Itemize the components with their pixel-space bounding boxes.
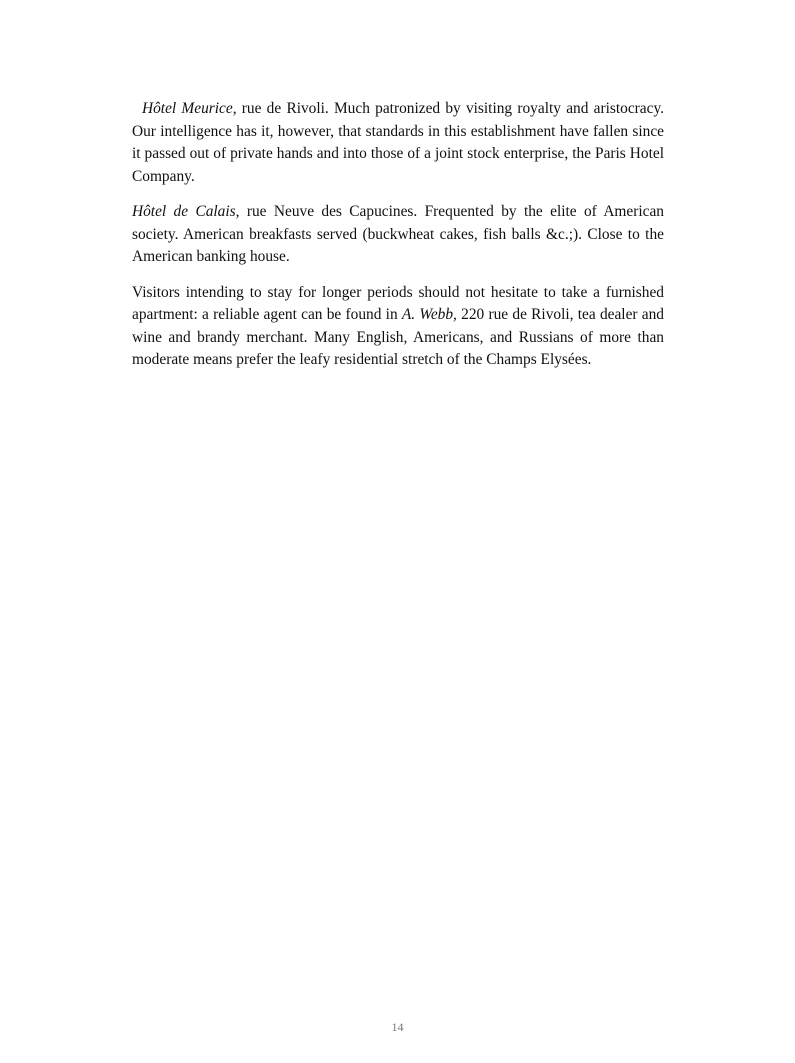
apartments-description: 220 rue de Rivoli, tea dealer and wine and brandy merchant. Many English, Americans, and Russians of more than moderate means prefer the leafy residential stretch of the Champs Elysées. [132,306,665,368]
apartments-intro: Visitors intending to stay for longer periods should not hesitate to take a furnished apartment: a reliable agent can be found in [132,283,664,323]
page-number: 14 [391,1020,404,1034]
hotel-de-calais-description: rue Neuve des Capucines. Frequented by the elite of American society. American breakfasts served (buckwheat cakes, fish balls &c.;). Close to the American banking house. [132,203,664,265]
paragraph-hotel-de-calais [132,201,664,269]
hotel-meurice-description: rue de Rivoli. Much patronized by visiting royalty and aristocracy. Our intelligence has it, however, that standards in this establishment have fallen since it passed out of private hands and into those of a joint stock enterprise, the Paris Hotel Company. [132,100,664,185]
paragraph-apartments [132,282,664,372]
agent-name: A. Webb, [401,306,457,323]
hotel-de-calais-name: Hôtel de Calais, [132,203,240,220]
body-text [132,98,664,385]
paragraph-hotel-meurice [132,98,664,188]
hotel-meurice-name: Hôtel Meurice, [142,100,237,117]
